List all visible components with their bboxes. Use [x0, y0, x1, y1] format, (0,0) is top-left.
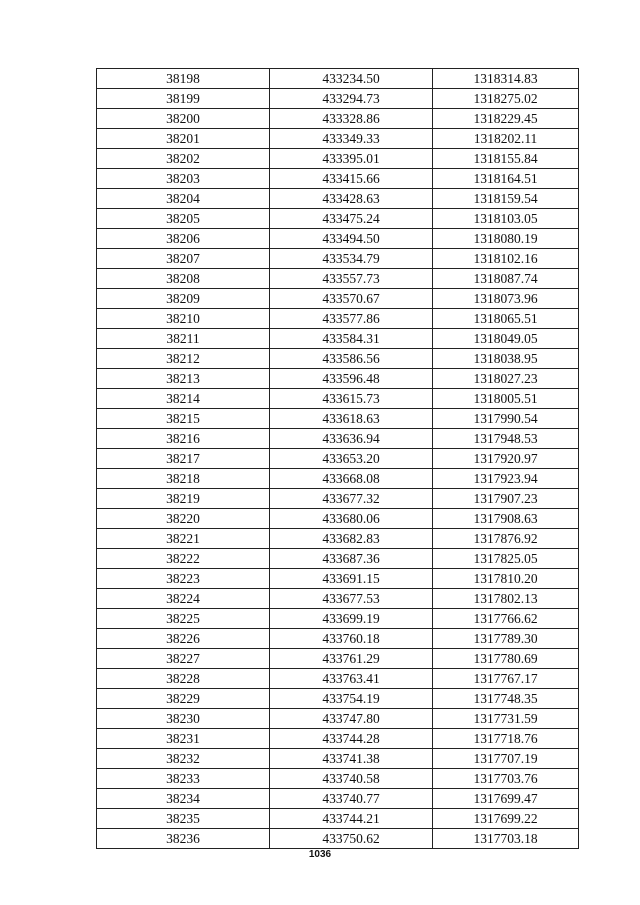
y-coordinate-cell: 1318087.74 — [433, 269, 579, 289]
table-row — [97, 729, 579, 749]
table-row — [97, 289, 579, 309]
y-coordinate-cell: 1317731.59 — [433, 709, 579, 729]
y-coordinate-cell: 1317789.30 — [433, 629, 579, 649]
x-coordinate-cell: 433586.56 — [270, 349, 433, 369]
x-coordinate-cell: 433557.73 — [270, 269, 433, 289]
point-id-cell: 38201 — [97, 129, 270, 149]
y-coordinate-cell: 1318102.16 — [433, 249, 579, 269]
x-coordinate-cell: 433415.66 — [270, 169, 433, 189]
table-row — [97, 249, 579, 269]
x-coordinate-cell: 433349.33 — [270, 129, 433, 149]
table-row — [97, 569, 579, 589]
point-id-cell: 38226 — [97, 629, 270, 649]
x-coordinate-cell: 433570.67 — [270, 289, 433, 309]
point-id-cell: 38224 — [97, 589, 270, 609]
point-id-cell: 38235 — [97, 809, 270, 829]
table-row — [97, 489, 579, 509]
point-id-cell: 38234 — [97, 789, 270, 809]
table-row — [97, 129, 579, 149]
x-coordinate-cell: 433534.79 — [270, 249, 433, 269]
y-coordinate-cell: 1318314.83 — [433, 69, 579, 89]
point-id-cell: 38210 — [97, 309, 270, 329]
x-coordinate-cell: 433618.63 — [270, 409, 433, 429]
y-coordinate-cell: 1317990.54 — [433, 409, 579, 429]
table-row — [97, 149, 579, 169]
y-coordinate-cell: 1317908.63 — [433, 509, 579, 529]
y-coordinate-cell: 1318202.11 — [433, 129, 579, 149]
y-coordinate-cell: 1317767.17 — [433, 669, 579, 689]
table-row — [97, 449, 579, 469]
x-coordinate-cell: 433577.86 — [270, 309, 433, 329]
x-coordinate-cell: 433636.94 — [270, 429, 433, 449]
table-row — [97, 309, 579, 329]
y-coordinate-cell: 1317802.13 — [433, 589, 579, 609]
point-id-cell: 38236 — [97, 829, 270, 849]
point-id-cell: 38227 — [97, 649, 270, 669]
x-coordinate-cell: 433294.73 — [270, 89, 433, 109]
y-coordinate-cell: 1318229.45 — [433, 109, 579, 129]
y-coordinate-cell: 1317699.22 — [433, 809, 579, 829]
x-coordinate-cell: 433677.53 — [270, 589, 433, 609]
x-coordinate-cell: 433699.19 — [270, 609, 433, 629]
point-id-cell: 38209 — [97, 289, 270, 309]
x-coordinate-cell: 433395.01 — [270, 149, 433, 169]
point-id-cell: 38221 — [97, 529, 270, 549]
x-coordinate-cell: 433677.32 — [270, 489, 433, 509]
point-id-cell: 38219 — [97, 489, 270, 509]
coordinates-table — [96, 68, 579, 849]
point-id-cell: 38203 — [97, 169, 270, 189]
point-id-cell: 38208 — [97, 269, 270, 289]
x-coordinate-cell: 433760.18 — [270, 629, 433, 649]
point-id-cell: 38229 — [97, 689, 270, 709]
x-coordinate-cell: 433687.36 — [270, 549, 433, 569]
x-coordinate-cell: 433691.15 — [270, 569, 433, 589]
y-coordinate-cell: 1317920.97 — [433, 449, 579, 469]
y-coordinate-cell: 1318073.96 — [433, 289, 579, 309]
point-id-cell: 38211 — [97, 329, 270, 349]
x-coordinate-cell: 433428.63 — [270, 189, 433, 209]
point-id-cell: 38223 — [97, 569, 270, 589]
point-id-cell: 38204 — [97, 189, 270, 209]
table-row — [97, 629, 579, 649]
table-row — [97, 369, 579, 389]
point-id-cell: 38231 — [97, 729, 270, 749]
point-id-cell: 38228 — [97, 669, 270, 689]
table-row — [97, 749, 579, 769]
y-coordinate-cell: 1318080.19 — [433, 229, 579, 249]
x-coordinate-cell: 433494.50 — [270, 229, 433, 249]
y-coordinate-cell: 1317907.23 — [433, 489, 579, 509]
point-id-cell: 38222 — [97, 549, 270, 569]
x-coordinate-cell: 433680.06 — [270, 509, 433, 529]
x-coordinate-cell: 433584.31 — [270, 329, 433, 349]
point-id-cell: 38230 — [97, 709, 270, 729]
x-coordinate-cell: 433744.28 — [270, 729, 433, 749]
table-row — [97, 549, 579, 569]
table-row — [97, 429, 579, 449]
x-coordinate-cell: 433740.77 — [270, 789, 433, 809]
table-row — [97, 229, 579, 249]
x-coordinate-cell: 433761.29 — [270, 649, 433, 669]
table-row — [97, 769, 579, 789]
x-coordinate-cell: 433596.48 — [270, 369, 433, 389]
point-id-cell: 38216 — [97, 429, 270, 449]
point-id-cell: 38215 — [97, 409, 270, 429]
table-row — [97, 409, 579, 429]
y-coordinate-cell: 1317707.19 — [433, 749, 579, 769]
x-coordinate-cell: 433328.86 — [270, 109, 433, 129]
y-coordinate-cell: 1317766.62 — [433, 609, 579, 629]
y-coordinate-cell: 1318103.05 — [433, 209, 579, 229]
table-row — [97, 189, 579, 209]
table-row — [97, 109, 579, 129]
y-coordinate-cell: 1318005.51 — [433, 389, 579, 409]
point-id-cell: 38218 — [97, 469, 270, 489]
point-id-cell: 38214 — [97, 389, 270, 409]
x-coordinate-cell: 433754.19 — [270, 689, 433, 709]
table-row — [97, 269, 579, 289]
table-row — [97, 529, 579, 549]
x-coordinate-cell: 433740.58 — [270, 769, 433, 789]
point-id-cell: 38217 — [97, 449, 270, 469]
point-id-cell: 38225 — [97, 609, 270, 629]
point-id-cell: 38202 — [97, 149, 270, 169]
table-row — [97, 209, 579, 229]
x-coordinate-cell: 433750.62 — [270, 829, 433, 849]
table-row — [97, 349, 579, 369]
point-id-cell: 38220 — [97, 509, 270, 529]
point-id-cell: 38199 — [97, 89, 270, 109]
x-coordinate-cell: 433763.41 — [270, 669, 433, 689]
y-coordinate-cell: 1318275.02 — [433, 89, 579, 109]
y-coordinate-cell: 1317810.20 — [433, 569, 579, 589]
y-coordinate-cell: 1317718.76 — [433, 729, 579, 749]
point-id-cell: 38233 — [97, 769, 270, 789]
table-row — [97, 609, 579, 629]
table-row — [97, 169, 579, 189]
table-row — [97, 809, 579, 829]
table-row — [97, 89, 579, 109]
table-row — [97, 649, 579, 669]
y-coordinate-cell: 1318155.84 — [433, 149, 579, 169]
table-row — [97, 709, 579, 729]
coordinates-table-body — [97, 69, 579, 849]
x-coordinate-cell: 433234.50 — [270, 69, 433, 89]
table-row — [97, 509, 579, 529]
page-number: 1036 — [308, 849, 332, 860]
y-coordinate-cell: 1318065.51 — [433, 309, 579, 329]
table-row — [97, 589, 579, 609]
y-coordinate-cell: 1317825.05 — [433, 549, 579, 569]
x-coordinate-cell: 433741.38 — [270, 749, 433, 769]
point-id-cell: 38207 — [97, 249, 270, 269]
y-coordinate-cell: 1318049.05 — [433, 329, 579, 349]
y-coordinate-cell: 1317703.18 — [433, 829, 579, 849]
y-coordinate-cell: 1317948.53 — [433, 429, 579, 449]
table-row — [97, 689, 579, 709]
y-coordinate-cell: 1318038.95 — [433, 349, 579, 369]
x-coordinate-cell: 433668.08 — [270, 469, 433, 489]
x-coordinate-cell: 433475.24 — [270, 209, 433, 229]
table-row — [97, 829, 579, 849]
y-coordinate-cell: 1317780.69 — [433, 649, 579, 669]
x-coordinate-cell: 433615.73 — [270, 389, 433, 409]
point-id-cell: 38200 — [97, 109, 270, 129]
y-coordinate-cell: 1318164.51 — [433, 169, 579, 189]
point-id-cell: 38205 — [97, 209, 270, 229]
table-row — [97, 389, 579, 409]
y-coordinate-cell: 1318159.54 — [433, 189, 579, 209]
table-row — [97, 469, 579, 489]
y-coordinate-cell: 1317703.76 — [433, 769, 579, 789]
point-id-cell: 38213 — [97, 369, 270, 389]
point-id-cell: 38232 — [97, 749, 270, 769]
y-coordinate-cell: 1317876.92 — [433, 529, 579, 549]
point-id-cell: 38212 — [97, 349, 270, 369]
y-coordinate-cell: 1317699.47 — [433, 789, 579, 809]
table-row — [97, 669, 579, 689]
x-coordinate-cell: 433747.80 — [270, 709, 433, 729]
x-coordinate-cell: 433744.21 — [270, 809, 433, 829]
x-coordinate-cell: 433653.20 — [270, 449, 433, 469]
point-id-cell: 38206 — [97, 229, 270, 249]
table-row — [97, 789, 579, 809]
y-coordinate-cell: 1317923.94 — [433, 469, 579, 489]
table-row — [97, 69, 579, 89]
table-row — [97, 329, 579, 349]
point-id-cell: 38198 — [97, 69, 270, 89]
x-coordinate-cell: 433682.83 — [270, 529, 433, 549]
y-coordinate-cell: 1318027.23 — [433, 369, 579, 389]
y-coordinate-cell: 1317748.35 — [433, 689, 579, 709]
